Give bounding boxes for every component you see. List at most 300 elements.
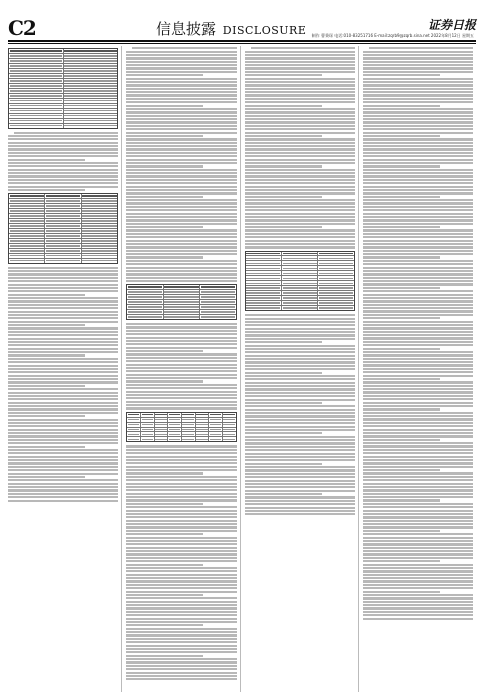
text-line [126,523,236,525]
cell-text [155,419,166,421]
text-line [363,439,440,441]
text-line [363,513,473,515]
text-line [245,341,322,343]
table-cell [64,99,118,103]
text-line [363,483,473,485]
cell-text [210,429,221,431]
text-line [8,290,118,292]
text-line [363,115,473,117]
text-line [8,496,118,498]
text-line [363,364,473,366]
text-line [126,64,236,66]
text-line [126,108,236,110]
text-line [363,341,473,343]
cell-text [10,115,62,117]
table-row [9,124,117,128]
text-line [245,169,355,171]
text-line [245,314,355,316]
text-line [363,354,473,356]
table-cell [168,437,182,441]
text-line [363,560,440,562]
text-line [245,125,355,127]
column-3 [245,46,359,692]
table-cell [9,239,45,243]
text-line [363,591,440,593]
cell-text [164,311,198,313]
cell-text [223,429,234,431]
text-line [245,179,355,181]
text-line [126,360,236,362]
cell-text [82,245,116,247]
text-line [363,530,440,532]
text-line [245,94,355,96]
text-line [8,327,118,329]
text-line [363,543,473,545]
text-line [126,510,236,512]
text-line [245,88,355,90]
table-cell [127,310,163,314]
cell-text [246,258,280,260]
text-line [245,375,355,377]
text-line [363,493,473,495]
text-line [363,128,473,130]
text-line [8,365,118,367]
text-line [245,67,355,69]
text-line [8,304,118,306]
text-line [363,253,473,255]
text-line [126,553,236,555]
table-cell [282,291,318,295]
text-line [245,155,355,157]
table-cell [141,428,155,432]
text-line [245,105,322,107]
text-line [126,51,236,53]
text-line [245,476,355,478]
text-line [126,246,236,248]
text-line [245,392,355,394]
table-cell [209,418,223,422]
text-line [126,486,236,488]
cell-text [169,439,180,441]
text-line [245,469,355,471]
cell-text [196,414,207,416]
text-line [363,71,473,73]
cell-text [283,268,317,270]
table-cell [64,94,118,98]
text-line [126,513,236,515]
table-cell [9,224,45,228]
text-line [126,483,236,485]
text-line [363,499,440,501]
table-cell [196,423,210,427]
cell-text [182,429,193,431]
text-line [245,490,355,492]
text-line [126,240,236,242]
cell-text [10,250,44,252]
text-line [245,449,355,451]
text-line [126,648,236,650]
text-line [245,456,355,458]
table-cell [9,249,45,253]
cell-text [246,292,280,294]
text-line [245,318,355,320]
text-line [8,284,118,286]
table-cell [9,209,45,213]
text-line [126,550,236,552]
table-cell [64,119,118,123]
cell-text [196,424,207,426]
cell-text [10,220,44,222]
text-line [363,368,473,370]
text-line [363,570,473,572]
column-2 [126,46,240,692]
cell-text [283,253,317,255]
text-line [363,381,473,383]
text-line [363,172,473,174]
cell-text [10,195,44,197]
table-cell [209,413,223,417]
table-cell [141,437,155,441]
table-cell [127,432,141,436]
text-line [8,186,118,188]
text-line [126,462,236,464]
text-line [126,118,236,120]
text-line [363,564,473,566]
text-line [363,64,473,66]
text-line [245,159,355,161]
text-line [126,370,236,372]
text-line [363,314,473,316]
text-line [245,226,322,228]
table-cell [164,305,200,309]
text-line [126,628,236,630]
text-line [245,199,355,201]
text-line [8,388,118,390]
text-line [363,267,473,269]
cell-text [201,311,235,313]
text-line [8,351,118,353]
text-line [126,533,203,535]
table-cell [282,271,318,275]
table-cell [45,194,81,198]
text-line [245,388,355,390]
text-line [126,493,236,495]
text-line [126,186,236,188]
text-line [245,446,355,448]
table-cell [282,266,318,270]
text-line [8,165,118,167]
text-line [126,567,236,569]
text-line [126,67,236,69]
text-line [8,267,118,269]
cell-text [283,307,317,309]
text-line [132,47,236,49]
text-line [363,192,473,194]
table-cell [282,306,318,310]
text-line [363,142,473,144]
text-line [363,537,473,539]
cell-text [210,434,221,436]
text-line [363,277,473,279]
table-cell [155,428,169,432]
table-row [127,437,235,441]
text-line [363,125,473,127]
text-line [363,179,473,181]
text-line [363,479,473,481]
text-line [126,611,236,613]
text-line [363,331,473,333]
text-line [245,358,355,360]
text-line [245,507,355,509]
page-header [8,16,476,38]
cell-text [64,90,116,92]
text-line [363,550,473,552]
cell-text [64,120,116,122]
table-cell [82,254,117,258]
cell-text [142,419,153,421]
text-line [8,439,118,441]
table-cell [246,296,282,300]
cell-text [46,230,80,232]
text-line [126,209,236,211]
text-line [126,570,236,572]
table-cell [168,418,182,422]
cell-text [64,115,116,117]
table-cell [9,114,64,118]
text-line [126,219,236,221]
text-line [126,280,236,282]
cell-text [319,297,353,299]
text-line [245,402,322,404]
text-line [126,236,236,238]
table-cell [82,204,117,208]
text-line [363,101,473,103]
table-cell [141,413,155,417]
text-line [363,310,473,312]
table-cell [127,428,141,432]
table-cell [45,209,81,213]
cell-text [283,302,317,304]
text-line [245,436,355,438]
text-line [126,384,236,386]
text-line [363,260,473,262]
text-line [8,469,118,471]
text-line [245,338,355,340]
table-cell [82,219,117,223]
text-line [363,523,473,525]
text-line [245,378,355,380]
cell-text [128,434,139,436]
text-line [245,510,355,512]
text-line [126,357,236,359]
cell-text [246,287,280,289]
header-meta: 制作 曹秉琛 电话:010-83251716 E-mail:zqrb9@zqrb.sina.net 2022年8月12日 星期五 [311,33,474,38]
cell-text [128,439,139,441]
table-cell [209,423,223,427]
cell-text [10,210,44,212]
table-cell [45,239,81,243]
text-line [126,557,236,559]
text-line [363,223,473,225]
table-cell [155,423,169,427]
text-line [363,121,473,123]
cell-text [164,306,198,308]
text-line [126,54,236,56]
text-line [126,199,236,201]
text-line [126,587,236,589]
text-line [245,385,355,387]
text-line [8,368,118,370]
text-line [245,426,355,428]
text-line [126,260,236,262]
table-cell [200,300,235,304]
table-cell [246,276,282,280]
text-line [245,486,355,488]
table-cell [246,266,282,270]
cell-text [10,125,62,127]
text-line [245,439,355,441]
cell-text [210,424,221,426]
text-line [363,270,473,272]
table-cell [9,99,64,103]
text-line [8,486,118,488]
cell-text [201,296,235,298]
cell-text [319,278,353,280]
text-line [363,263,473,265]
table-cell [318,252,353,256]
text-line [363,496,473,498]
table-cell [9,244,45,248]
text-line [245,409,355,411]
text-line [126,128,236,130]
table-cell [318,286,353,290]
text-line [126,445,236,447]
cell-text [46,205,80,207]
cell-text [46,260,80,262]
cell-text [128,311,162,313]
table-cell [45,234,81,238]
text-line [8,172,118,174]
table-cell [45,219,81,223]
text-line [14,132,118,134]
text-line [8,280,118,282]
text-line [8,429,118,431]
cell-text [182,434,193,436]
text-line [245,135,322,137]
text-line [8,395,118,397]
text-line [363,216,473,218]
text-line [363,152,473,154]
text-line [245,382,355,384]
text-line [245,206,355,208]
text-line [363,206,473,208]
text-line [245,196,322,198]
text-line [126,506,236,508]
text-line [245,84,355,86]
cell-text [246,263,280,265]
cell-text [196,439,207,441]
cell-text [64,125,116,127]
text-line [363,429,473,431]
text-line [363,165,440,167]
cell-text [82,230,116,232]
text-line [126,340,236,342]
text-line [245,189,355,191]
text-line [363,290,473,292]
text-line [245,78,355,80]
table-cell [9,84,64,88]
text-line [363,317,440,319]
table-cell [164,285,200,289]
text-line [363,553,473,555]
text-line [8,405,118,407]
cell-text [10,255,44,257]
header-rule [8,40,476,42]
text-line [126,233,236,235]
table-cell [9,119,64,123]
text-line [126,394,236,396]
text-line [126,499,236,501]
text-line [363,246,473,248]
text-line [8,348,118,350]
cell-text [169,429,180,431]
cell-text [246,297,280,299]
text-line [363,74,440,76]
text-line [363,84,473,86]
text-line [363,611,473,613]
table-cell [209,428,223,432]
text-line [8,148,118,150]
table-cell [45,259,81,263]
text-line [245,148,355,150]
text-line [245,503,355,505]
text-line [363,388,473,390]
text-line [245,175,355,177]
cell-text [10,235,44,237]
cell-text [82,215,116,217]
table-cell [127,285,163,289]
text-line [363,148,473,150]
text-line [363,607,473,609]
text-line [8,317,118,319]
cell-text [319,292,353,294]
text-line [363,452,473,454]
text-line [8,422,118,424]
table-cell [246,256,282,260]
cell-text [155,434,166,436]
table-cell [64,59,118,63]
text-line [126,145,236,147]
text-line [245,128,355,130]
text-line [126,175,236,177]
text-line [126,672,236,674]
text-line [126,401,236,403]
text-line [8,182,118,184]
text-line [126,169,236,171]
cell-text [164,286,198,288]
cell-text [10,110,62,112]
text-line [245,496,355,498]
cell-text [283,292,317,294]
cell-text [10,100,62,102]
text-line [126,192,236,194]
cell-text [82,210,116,212]
text-line [126,337,236,339]
table-cell [200,290,235,294]
cell-text [10,240,44,242]
text-line [363,54,473,56]
text-line [363,304,473,306]
